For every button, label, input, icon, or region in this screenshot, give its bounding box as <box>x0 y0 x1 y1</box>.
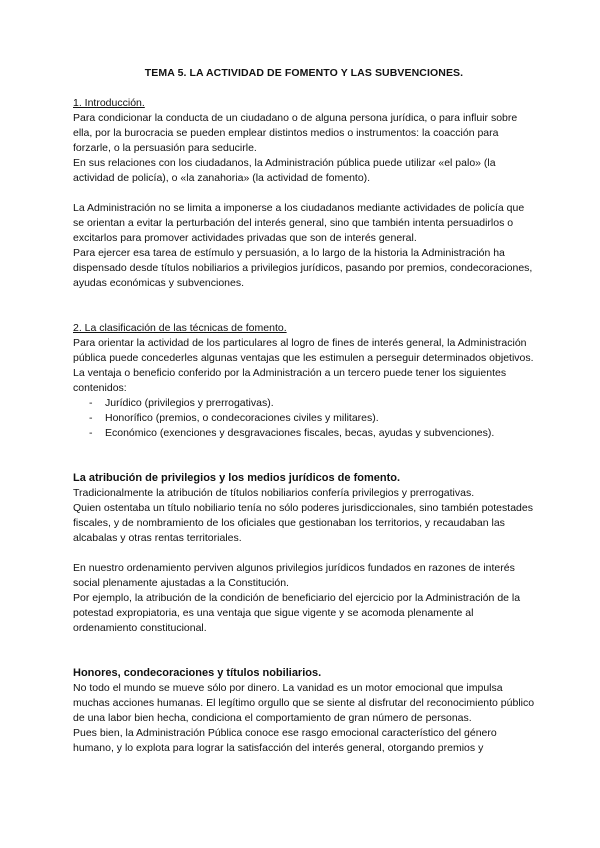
section-honores <box>73 666 535 756</box>
paragraph: Pues bien, la Administración Pública conoce ese rasgo emocional característico del género humano, y lo explota para lograr la satisfacción del interés general, otorgando premios y <box>73 727 497 754</box>
section-heading-introduccion: 1. Introducción. <box>73 97 145 109</box>
paragraph: Quien ostentaba un título nobiliario tenía no sólo poderes jurisdiccionales, sino también potestades fiscales, y de nombramiento de los oficiales que gestionaban los territorios, y recaudaban las alcabalas y otras rentas territoriales. <box>73 502 533 544</box>
content-list <box>73 396 535 441</box>
list-item <box>89 426 535 441</box>
paragraph: Para orientar la actividad de los particulares al logro de fines de interés general, la Administración pública puede concederles algunas ventajas que les estimulen a perseguir determinados objetivos. La ventaja o beneficio conferido por la Administración a un tercero puede tener los siguientes contenidos: <box>73 337 534 394</box>
paragraph: Por ejemplo, la atribución de la condición de beneficiario del ejercicio por la Administración de la potestad expropiatoria, es una ventaja que sigue vigente y se acomoda plenamente al ordenamiento constitucional. <box>73 592 521 634</box>
list-item <box>89 411 535 426</box>
section-clasificacion <box>73 321 535 441</box>
list-item-text: Honorífico (premios, o condecoraciones civiles y militares). <box>105 412 379 424</box>
spacer <box>73 441 535 471</box>
list-item <box>89 396 535 411</box>
paragraph: No todo el mundo se mueve sólo por dinero. La vanidad es un motor emocional que impulsa muchas acciones humanas. El legítimo orgullo que se siente al disfrutar del reconocimiento público de una labor bien hecha, condiciona el comportamiento de gran número de personas. <box>73 682 535 724</box>
spacer <box>73 291 535 321</box>
paragraph: En sus relaciones con los ciudadanos, la Administración pública puede utilizar «el palo» (la actividad de policía), o «la zanahoria» (la actividad de fomento). <box>73 157 496 184</box>
document-title: TEMA 5. LA ACTIVIDAD DE FOMENTO Y LAS SUBVENCIONES. <box>144 67 464 79</box>
section-heading-privilegios: La atribución de privilegios y los medios jurídicos de fomento. <box>73 472 401 484</box>
dash-bullet: - <box>89 412 93 424</box>
document-body <box>73 66 535 756</box>
paragraph: Tradicionalmente la atribución de títulos nobiliarios confería privilegios y prerrogativas. <box>73 487 475 499</box>
section-introduccion <box>73 96 535 291</box>
section-heading-clasificacion: 2. La clasificación de las técnicas de fomento. <box>73 322 287 334</box>
spacer <box>73 186 535 201</box>
section-privilegios <box>73 471 535 636</box>
spacer <box>73 636 535 666</box>
dash-bullet: - <box>89 427 93 439</box>
spacer <box>73 546 535 561</box>
paragraph: La Administración no se limita a imponerse a los ciudadanos mediante actividades de policía que se orientan a evitar la perturbación del interés general, sino que también intenta persuadirlos o excitarlos para promover actividades privadas que son de interés general. <box>73 202 525 244</box>
list-item-text: Económico (exenciones y desgravaciones fiscales, becas, ayudas y subvenciones). <box>105 427 495 439</box>
section-heading-honores: Honores, condecoraciones y títulos nobiliarios. <box>73 667 322 679</box>
paragraph: En nuestro ordenamiento perviven algunos privilegios jurídicos fundados en razones de interés social plenamente ajustadas a la Constitución. <box>73 562 515 589</box>
paragraph: Para condicionar la conducta de un ciudadano o de alguna persona jurídica, o para influir sobre ella, por la burocracia se pueden emplear distintos medios o instrumentos: la coacción para forzarle, o la persuasión para seducirle. <box>73 112 518 154</box>
paragraph: Para ejercer esa tarea de estímulo y persuasión, a lo largo de la historia la Administración ha dispensado desde títulos nobiliarios a privilegios jurídicos, pasando por premios, condecoraciones, ayudas económicas y subvenciones. <box>73 247 533 289</box>
list-item-text: Jurídico (privilegios y prerrogativas). <box>105 397 274 409</box>
dash-bullet: - <box>89 397 93 409</box>
